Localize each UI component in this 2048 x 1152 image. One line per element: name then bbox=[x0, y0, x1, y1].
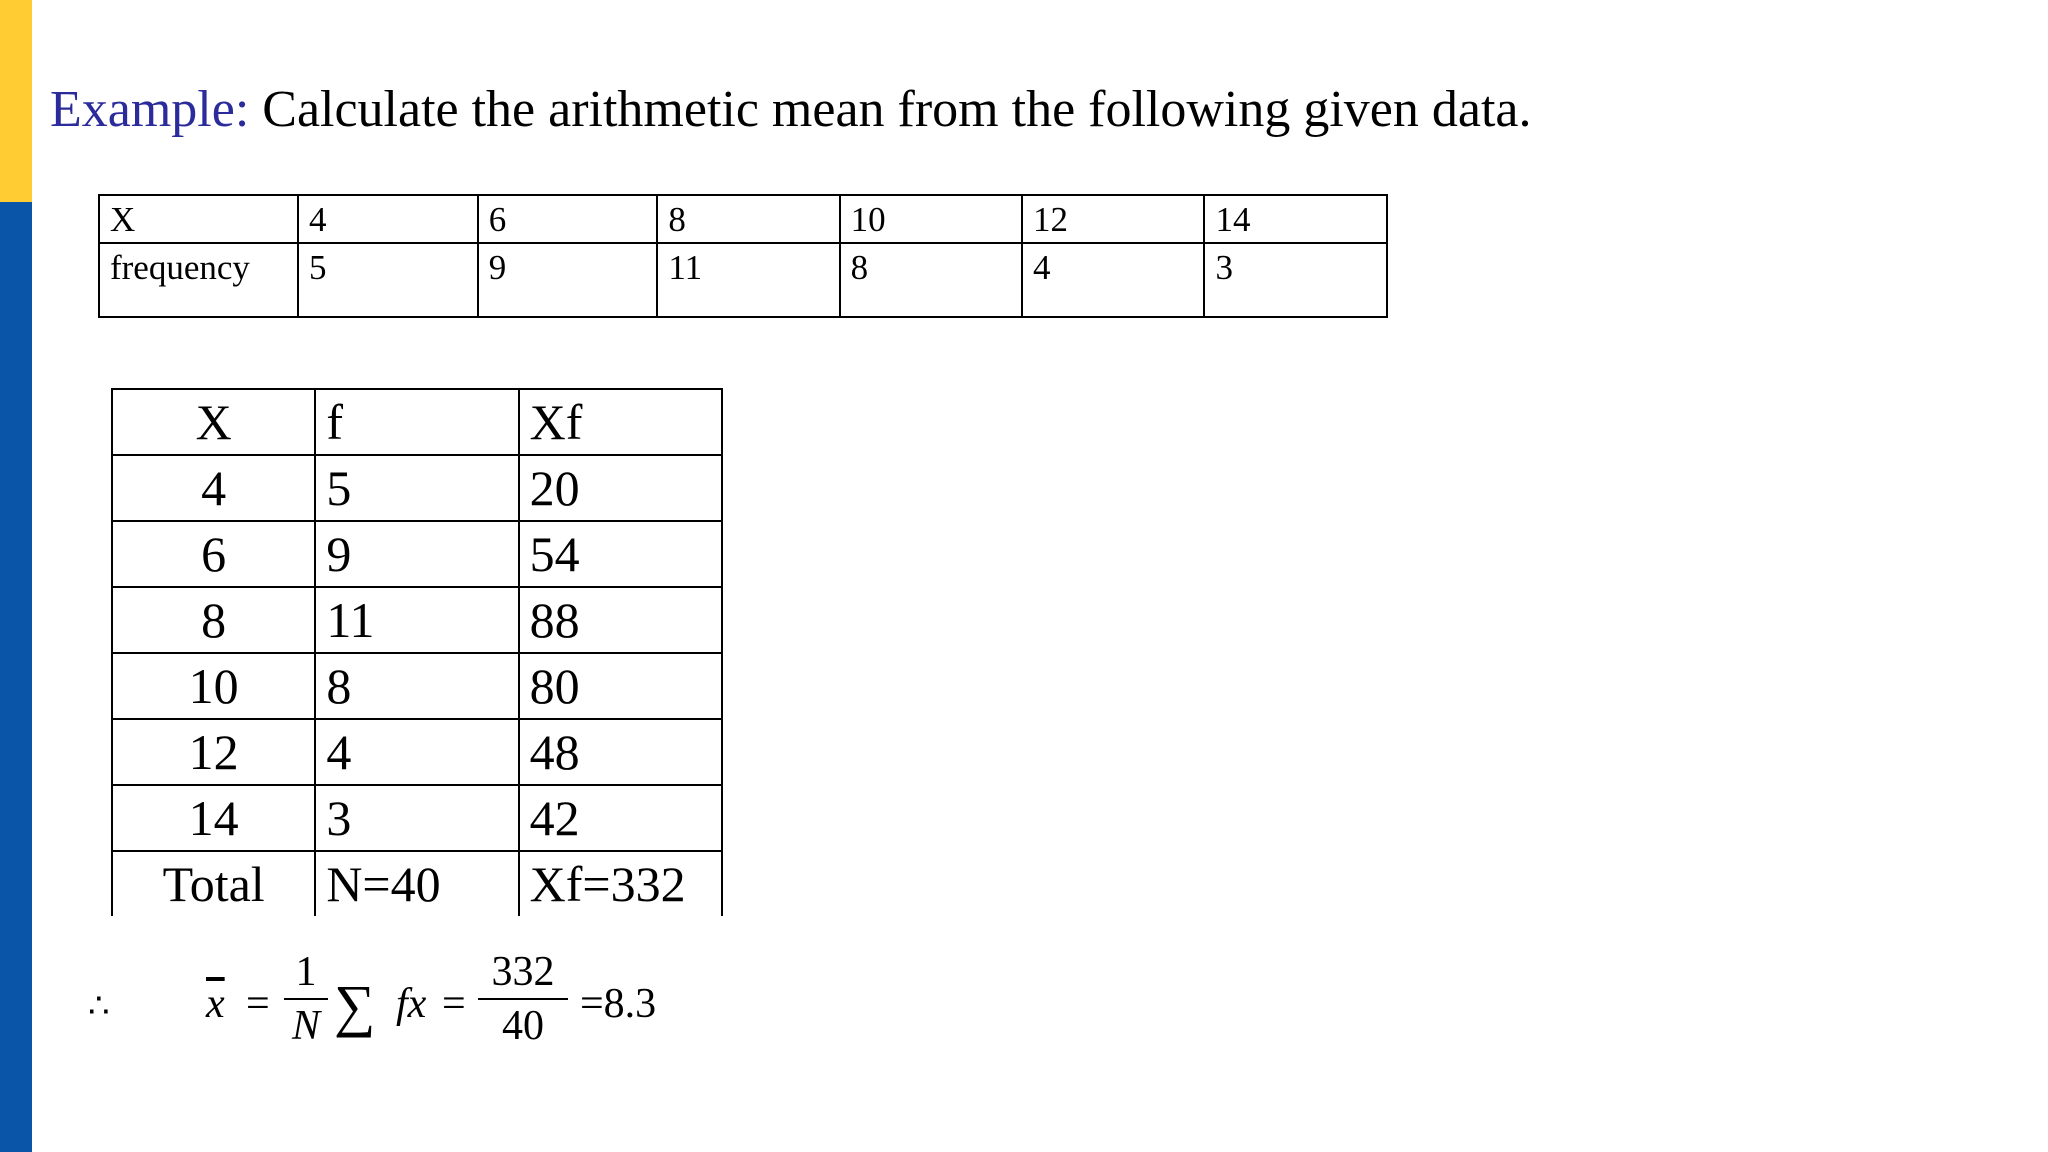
table-cell: 14 bbox=[112, 785, 315, 851]
slide-title bbox=[50, 78, 1532, 142]
table-row bbox=[112, 455, 722, 521]
fraction-bar bbox=[284, 998, 328, 1000]
table-cell: Xf=332 bbox=[519, 851, 722, 916]
equals-sign: = bbox=[246, 981, 270, 1027]
table-cell: 88 bbox=[519, 587, 722, 653]
calculation-table bbox=[111, 388, 723, 916]
fraction-denominator: N bbox=[291, 1003, 320, 1049]
table-cell: X bbox=[112, 389, 315, 455]
table-cell: 9 bbox=[478, 243, 658, 317]
table-cell: 12 bbox=[1022, 195, 1204, 243]
table-cell: 14 bbox=[1204, 195, 1387, 243]
table-row bbox=[112, 587, 722, 653]
table-cell: 9 bbox=[315, 521, 518, 587]
table-cell: frequency bbox=[99, 243, 298, 317]
table-cell: 80 bbox=[519, 653, 722, 719]
table-cell: 10 bbox=[112, 653, 315, 719]
fraction-one-over-n bbox=[284, 950, 328, 1048]
equals-sign: = bbox=[442, 981, 466, 1027]
formula-result: =8.3 bbox=[580, 981, 657, 1027]
example-text: Calculate the arithmetic mean from the following given data. bbox=[262, 81, 1532, 138]
fraction-denominator: 40 bbox=[502, 1003, 544, 1049]
table-cell: 10 bbox=[840, 195, 1022, 243]
table-cell: 20 bbox=[519, 455, 722, 521]
fx-term: fx bbox=[396, 981, 427, 1027]
table-cell: 5 bbox=[315, 455, 518, 521]
table-row bbox=[112, 389, 722, 455]
table-cell: 4 bbox=[315, 719, 518, 785]
table-row bbox=[99, 195, 1387, 243]
table-cell: 48 bbox=[519, 719, 722, 785]
table-cell: 4 bbox=[112, 455, 315, 521]
table-row-total bbox=[112, 851, 722, 916]
table-row bbox=[99, 243, 1387, 317]
table-row bbox=[112, 521, 722, 587]
table-cell: Total bbox=[112, 851, 315, 916]
frequency-table bbox=[98, 194, 1388, 318]
accent-bar-yellow bbox=[0, 0, 32, 202]
table-cell: 12 bbox=[112, 719, 315, 785]
table-cell: 6 bbox=[478, 195, 658, 243]
example-label: Example: bbox=[50, 81, 250, 138]
table-cell: 8 bbox=[112, 587, 315, 653]
therefore-symbol: ∴ bbox=[88, 988, 110, 1025]
table-cell: 11 bbox=[315, 587, 518, 653]
table-cell: 4 bbox=[1022, 243, 1204, 317]
sigma-symbol: ∑ bbox=[334, 973, 376, 1038]
table-cell: 3 bbox=[1204, 243, 1387, 317]
table-row bbox=[112, 653, 722, 719]
fraction-bar bbox=[478, 998, 568, 1000]
table-cell: 8 bbox=[657, 195, 839, 243]
table-cell: 6 bbox=[112, 521, 315, 587]
table-cell: 8 bbox=[315, 653, 518, 719]
accent-bar-blue bbox=[0, 202, 32, 1152]
table-cell: f bbox=[315, 389, 518, 455]
fraction-numerator: 1 bbox=[295, 949, 317, 995]
mean-symbol: $\overline{x}$ bbox=[206, 981, 225, 1027]
table-cell: N=40 bbox=[315, 851, 518, 916]
table-cell: 4 bbox=[298, 195, 478, 243]
table-cell: 54 bbox=[519, 521, 722, 587]
table-cell: 8 bbox=[840, 243, 1022, 317]
mean-formula bbox=[88, 950, 688, 1070]
table-cell: X bbox=[99, 195, 298, 243]
table-cell: Xf bbox=[519, 389, 722, 455]
table-row bbox=[112, 719, 722, 785]
fraction-sum-over-n bbox=[478, 950, 568, 1048]
table-cell: 11 bbox=[657, 243, 839, 317]
table-cell: 3 bbox=[315, 785, 518, 851]
fraction-numerator: 332 bbox=[491, 949, 555, 995]
table-cell: 42 bbox=[519, 785, 722, 851]
table-cell: 5 bbox=[298, 243, 478, 317]
table-row bbox=[112, 785, 722, 851]
